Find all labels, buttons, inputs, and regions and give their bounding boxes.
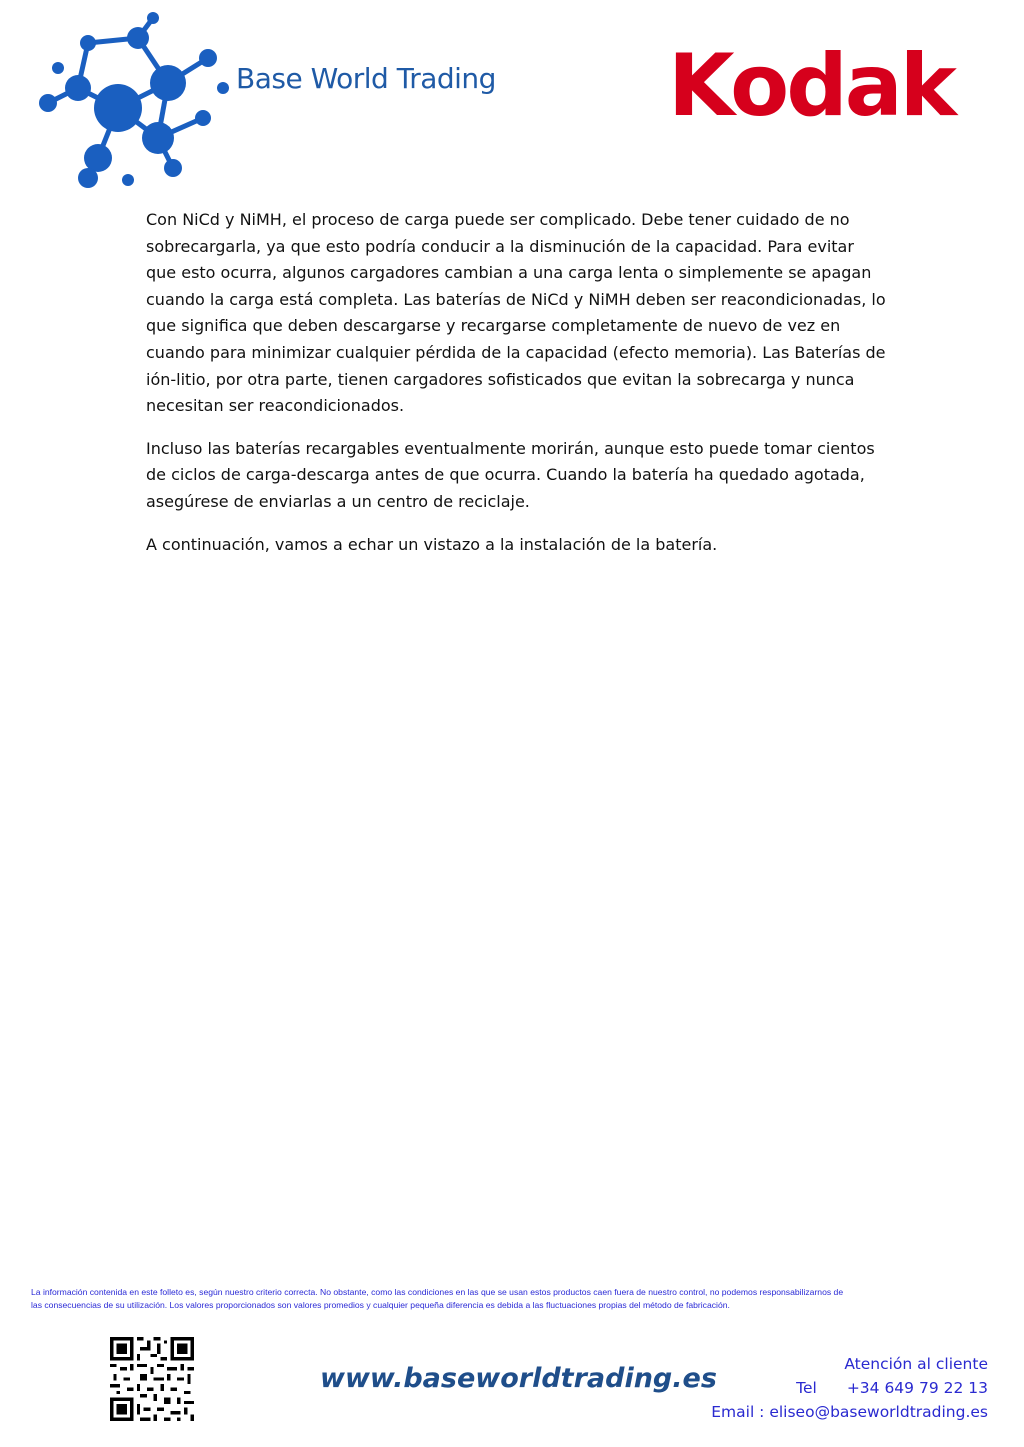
kodak-logo: Kodak: [668, 36, 954, 136]
disclaimer-line-1: La información contenida en este folleto es, según nuestro criterio correcta. No obstante, como las condiciones en las que se usan estos productos caen fuera de nuestro control, no podemos responsabilizarnos de: [31, 1287, 844, 1297]
page-header: [0, 0, 1024, 200]
website-link[interactable]: www.baseworldtrading.es: [320, 1363, 717, 1394]
base-world-trading-logo-icon: [28, 8, 238, 193]
document-body: [146, 207, 886, 574]
customer-contact: [711, 1352, 988, 1424]
phone-label: Tel: [796, 1379, 817, 1397]
phone-number[interactable]: +34 649 79 22 13: [846, 1379, 988, 1397]
disclaimer-line-2: las consecuencias de su utilización. Los valores proporcionados son valores promedios y cualquier pequeña diferencia es debida a las fluctuaciones propias del método de fabricación.: [31, 1299, 730, 1310]
paragraph-next: A continuación, vamos a echar un vistazo a la instalación de la batería.: [146, 534, 718, 554]
paragraph-recycling: Incluso las baterías recargables eventualmente morirán, aunque esto puede tomar cientos de ciclos de carga-descarga antes de que ocurra. Cuando la batería ha quedado agotada, asegúrese de enviarlas a un centro de reciclaje.: [146, 438, 875, 511]
qr-code-icon: [110, 1337, 194, 1421]
paragraph-charging: Con NiCd y NiMH, el proceso de carga puede ser complicado. Debe tener cuidado de no sobrecargarla, ya que esto podría conducir a la disminución de la capacidad. Para evitar que esto ocurra, algunos cargadores cambian a una carga lenta o simplemente se apagan cuando la carga está completa. Las baterías de NiCd y NiMH deben ser reacondicionadas, lo que significa que deben descargarse y recargarse completamente de nuevo de vez en cuando para minimizar cualquier pérdida de la capacidad (efecto memoria). Las Baterías de ión-litio, por otra parte, tienen cargadores sofisticados que evitan la sobrecarga y nunca necesitan ser reacondicionados.: [146, 210, 886, 416]
contact-title: Atención al cliente: [844, 1355, 988, 1373]
email-line[interactable]: Email : eliseo@baseworldtrading.es: [711, 1403, 988, 1421]
disclaimer: [31, 1286, 1006, 1311]
phone-row: [711, 1376, 988, 1400]
company-name: Base World Trading: [236, 62, 496, 95]
